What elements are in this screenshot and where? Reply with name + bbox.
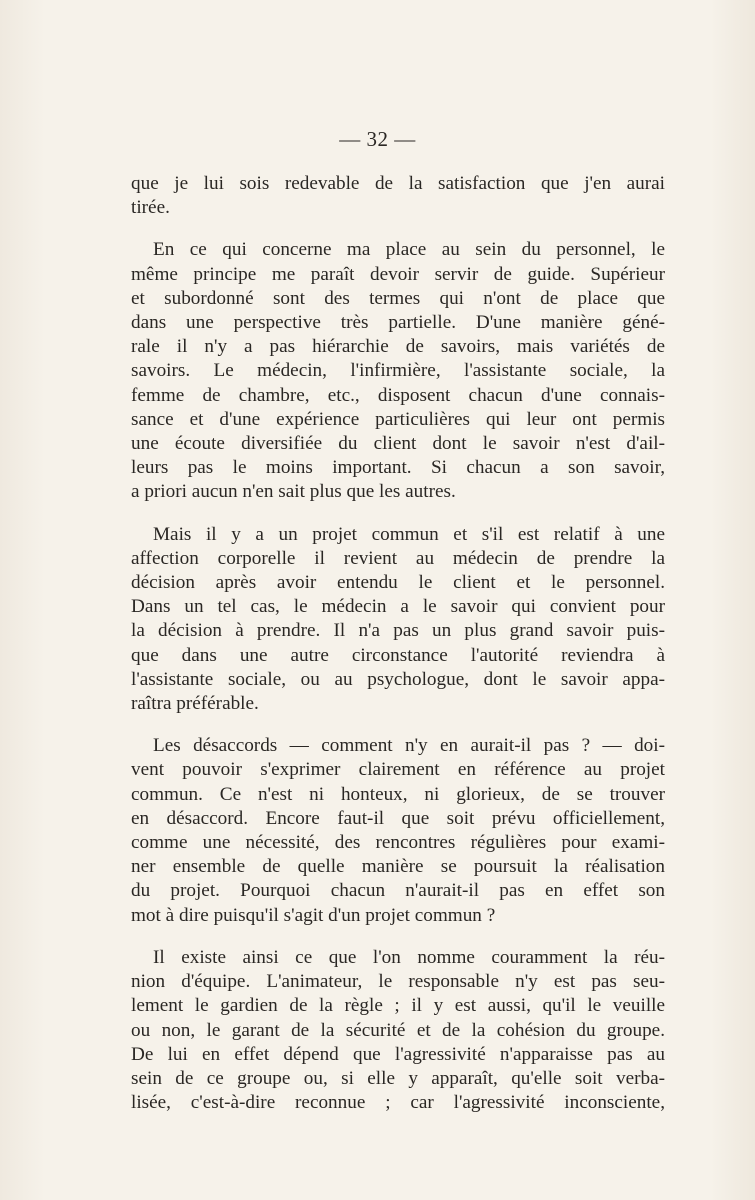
text-line: lement le gardien de la règle ; il y est aussi, qu'il le veuille	[131, 995, 665, 1017]
text-line: la décision à prendre. Il n'a pas un plus grand savoir puis-	[131, 620, 665, 642]
text-line: sein de ce groupe ou, si elle y apparaît, qu'elle soit verba-	[131, 1067, 665, 1089]
text-line: lisée, c'est-à-dire reconnue ; car l'agressivité inconsciente,	[131, 1092, 665, 1114]
text-line: savoirs. Le médecin, l'infirmière, l'assistante sociale, la	[131, 360, 665, 382]
paragraph	[131, 238, 665, 504]
text-line: ou non, le garant de la sécurité et de la cohésion du groupe.	[131, 1019, 665, 1041]
text-line: même principe me paraît devoir servir de guide. Supérieur	[131, 263, 665, 285]
text-line: en désaccord. Encore faut-il que soit prévu officiellement,	[131, 807, 665, 829]
paragraph	[131, 734, 665, 928]
text-line: nion d'équipe. L'animateur, le responsable n'y est pas seu-	[131, 971, 665, 993]
text-line: a priori aucun n'en sait plus que les autres.	[131, 481, 456, 503]
text-line: comme une nécessité, des rencontres régulières pour exami-	[131, 832, 665, 854]
text-line: Dans un tel cas, le médecin a le savoir qui convient pour	[131, 596, 665, 618]
text-line: et subordonné sont des termes qui n'ont de place que	[131, 287, 665, 309]
text-line: mot à dire puisqu'il s'agit d'un projet commun ?	[131, 904, 496, 926]
text-line: Mais il y a un projet commun et s'il est relatif à une	[153, 523, 665, 545]
text-line: leurs pas le moins important. Si chacun a son savoir,	[131, 457, 665, 479]
text-line: rale il n'y a pas hiérarchie de savoirs, mais variétés de	[131, 336, 665, 358]
page-number: — 32 —	[339, 127, 416, 151]
text-line: du projet. Pourquoi chacun n'aurait-il pas en effet son	[131, 880, 665, 902]
text-line: tirée.	[131, 197, 170, 219]
text-line: ner ensemble de quelle manière se poursuit la réalisation	[131, 856, 665, 878]
text-line: femme de chambre, etc., disposent chacun d'une connais-	[131, 384, 665, 406]
text-line: une écoute diversifiée du client dont le savoir n'est d'ail-	[131, 433, 665, 455]
text-line: que je lui sois redevable de la satisfaction que j'en aurai	[131, 173, 665, 194]
body-text	[131, 172, 665, 1133]
paragraph	[131, 946, 665, 1115]
text-line: dans une perspective très partielle. D'une manière géné-	[131, 312, 665, 334]
paragraph	[131, 523, 665, 717]
text-line: vent pouvoir s'exprimer clairement en référence au projet	[131, 759, 665, 781]
text-line: l'assistante sociale, ou au psychologue, dont le savoir appa-	[131, 668, 665, 690]
text-line: Les désaccords — comment n'y en aurait-il pas ? — doi-	[153, 735, 665, 757]
text-line: raîtra préférable.	[131, 693, 259, 715]
text-line: affection corporelle il revient au médecin de prendre la	[131, 547, 665, 569]
text-line: que dans une autre circonstance l'autorité reviendra à	[131, 644, 665, 666]
text-line: commun. Ce n'est ni honteux, ni glorieux, de se trouver	[131, 783, 665, 805]
text-line: De lui en effet dépend que l'agressivité n'apparaisse pas au	[131, 1043, 665, 1065]
paragraph	[131, 172, 665, 220]
text-line: décision après avoir entendu le client et le personnel.	[131, 572, 665, 594]
text-line: En ce qui concerne ma place au sein du personnel, le	[153, 239, 665, 261]
text-line: sance et d'une expérience particulières qui leur ont permis	[131, 408, 665, 430]
text-line: Il existe ainsi ce que l'on nomme couramment la réu-	[153, 946, 665, 968]
